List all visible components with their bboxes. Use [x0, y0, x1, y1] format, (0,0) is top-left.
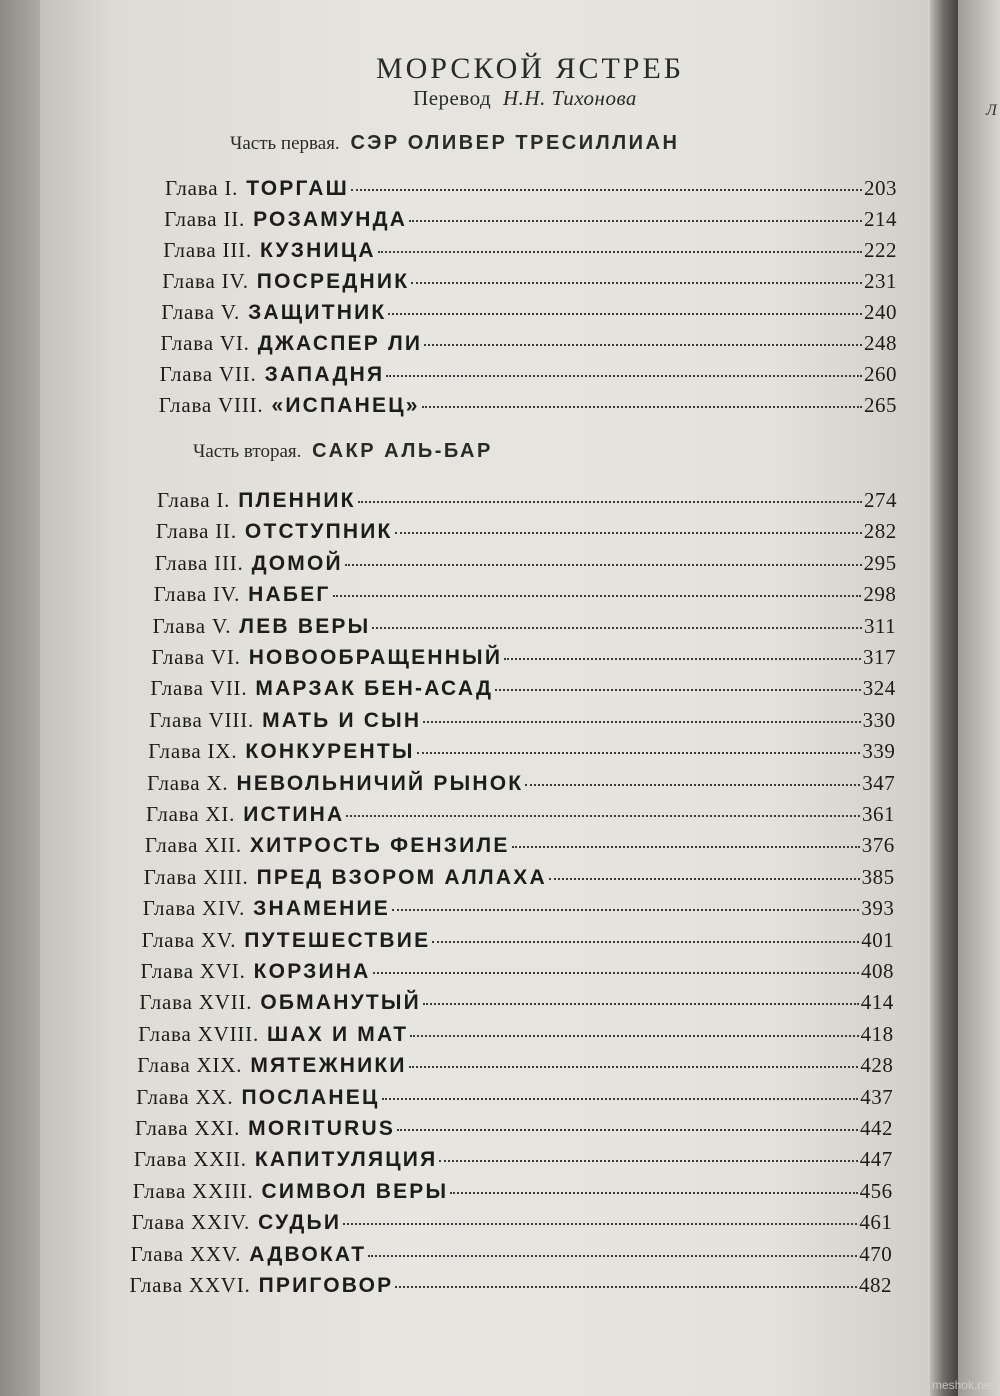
toc-row [139, 990, 893, 1020]
page-number: 401 [861, 927, 895, 952]
part-two-heading [193, 440, 493, 463]
page-number: 248 [864, 331, 897, 355]
toc-row [148, 739, 895, 769]
dot-leader [351, 189, 862, 191]
chapter-number: Глава III. [154, 550, 244, 575]
dot-leader [358, 501, 862, 503]
toc-row [132, 1210, 893, 1240]
dot-leader [395, 1286, 857, 1288]
chapter-number: Глава XXIII. [132, 1178, 254, 1203]
toc-row [143, 896, 895, 926]
chapter-title: АДВОКАТ [249, 1242, 367, 1266]
chapter-number: Глава II. [155, 519, 237, 544]
chapter-title: ПРЕД ВЗОРОМ АЛЛАХА [256, 865, 547, 889]
toc-row [150, 676, 895, 706]
page-number: 393 [861, 896, 895, 921]
chapter-title: ХИТРОСТЬ ФЕНЗИЛЕ [249, 834, 510, 858]
dot-leader [504, 658, 861, 660]
chapter-title: ШАХ И МАТ [267, 1022, 409, 1046]
dot-leader [372, 627, 862, 629]
chapter-title: МАРЗАК БЕН-АСАД [255, 677, 494, 701]
chapter-number: Глава XXVI. [129, 1273, 251, 1297]
chapter-title: ПУТЕШЕСТВИЕ [244, 928, 431, 952]
chapter-number: Глава VI. [151, 645, 241, 669]
page-number: 265 [863, 393, 897, 417]
adjacent-page-text: Л [986, 102, 998, 119]
chapter-number: Глава IX. [148, 739, 238, 764]
page-number: 414 [860, 990, 894, 1015]
dot-leader [346, 815, 860, 817]
page-number: 361 [862, 802, 895, 826]
chapter-title: РОЗАМУНДА [253, 208, 408, 231]
chapter-title: МЯТЕЖНИКИ [250, 1054, 407, 1078]
dot-leader [345, 564, 862, 566]
chapter-title: ЗАЩИТНИК [248, 301, 387, 324]
toc-row [160, 362, 897, 392]
chapter-number: Глава IV. [162, 269, 249, 293]
page-number: 482 [859, 1273, 892, 1297]
part-two-name: САКР АЛЬ-БАР [312, 440, 493, 462]
page-number: 461 [859, 1210, 893, 1235]
page-number: 408 [861, 959, 894, 983]
chapter-number: Глава XIV. [142, 896, 246, 921]
chapter-title: МАТЬ И СЫН [262, 708, 422, 732]
chapter-number: Глава VII. [150, 676, 248, 701]
chapter-title: ДЖАСПЕР ЛИ [257, 332, 423, 355]
dot-leader [549, 878, 860, 880]
chapter-number: Глава VI. [160, 331, 250, 355]
dot-leader [388, 313, 862, 315]
chapter-title: «ИСПАНЕЦ» [271, 394, 420, 417]
chapter-number: Глава V. [161, 300, 241, 324]
dot-leader [495, 689, 861, 691]
chapter-number: Глава XXII. [133, 1147, 247, 1172]
dot-leader [343, 1223, 857, 1225]
chapter-title: СИМВОЛ ВЕРЫ [261, 1179, 449, 1203]
toc-row [146, 802, 895, 832]
translator-prefix: Перевод [413, 86, 492, 110]
dot-leader [392, 909, 859, 911]
watermark: meshok.net [931, 1378, 994, 1392]
toc-row [161, 331, 898, 361]
page-number: 324 [862, 676, 896, 701]
chapter-number: Глава XV. [141, 927, 237, 952]
toc-row [159, 393, 897, 423]
dot-leader [417, 752, 861, 754]
toc-row [131, 1242, 893, 1272]
toc-row [144, 865, 895, 895]
toc-row [155, 551, 897, 581]
chapter-title: ИСТИНА [243, 803, 345, 826]
translator-name: Н.Н. Тихонова [502, 86, 637, 110]
toc-row [136, 1085, 893, 1115]
book-gutter [930, 0, 960, 1396]
chapter-title: ОБМАНУТЫЙ [260, 991, 421, 1015]
toc-row [145, 833, 895, 863]
chapter-number: Глава I. [165, 176, 239, 200]
page-number: 317 [863, 645, 896, 669]
part-one-name: СЭР ОЛИВЕР ТРЕСИЛЛИАН [350, 132, 680, 154]
dot-leader [422, 406, 862, 408]
dot-leader [450, 1192, 857, 1194]
dot-leader [397, 1129, 858, 1131]
chapter-number: Глава VIII. [149, 707, 255, 732]
chapter-number: Глава V. [152, 613, 232, 638]
chapter-title: СУДЬИ [258, 1211, 342, 1235]
chapter-number: Глава IV. [153, 582, 241, 607]
page-number: 339 [862, 739, 896, 764]
toc-row [138, 1022, 893, 1052]
page-number: 347 [862, 770, 896, 795]
chapter-title: НЕВОЛЬНИЧИЙ РЫНОК [236, 771, 524, 795]
dot-leader [423, 721, 860, 723]
toc-row [135, 1116, 893, 1146]
page-number: 282 [863, 519, 897, 544]
page-number: 203 [864, 176, 897, 200]
part-two-label: Часть вторая. [193, 441, 302, 462]
dot-leader [373, 972, 859, 974]
chapter-number: Глава I. [157, 488, 231, 512]
chapter-number: Глава XVI. [140, 959, 246, 983]
chapter-number: Глава II. [164, 207, 246, 231]
toc-row [162, 269, 897, 299]
toc-row [154, 582, 897, 612]
chapter-title: ЗАПАДНЯ [264, 363, 385, 386]
chapter-title: ПОСЛАНЕЦ [241, 1085, 380, 1109]
toc-row [165, 176, 897, 206]
toc-row [164, 207, 897, 237]
dot-leader [409, 220, 862, 222]
dot-leader [525, 784, 860, 786]
chapter-title: ЛЕВ ВЕРЫ [239, 614, 371, 638]
dot-leader [423, 1003, 859, 1005]
dot-leader [333, 595, 862, 597]
chapter-title: НАБЕГ [248, 583, 331, 607]
chapter-number: Глава VIII. [158, 393, 264, 417]
chapter-number: Глава XIX. [137, 1053, 243, 1078]
chapter-title: ЗНАМЕНИЕ [253, 897, 390, 921]
page-number: 418 [860, 1021, 894, 1046]
chapter-number: Глава X. [147, 770, 229, 795]
dot-leader [424, 344, 862, 346]
chapter-number: Глава XII. [144, 833, 242, 858]
toc-row [141, 959, 895, 989]
toc-row [130, 1273, 893, 1303]
toc-row [163, 238, 897, 268]
chapter-number: Глава XI. [146, 802, 236, 826]
toc-row [153, 614, 897, 644]
dot-leader [432, 941, 859, 943]
toc-row [133, 1179, 893, 1209]
chapter-number: Глава III. [163, 238, 252, 262]
translator-line [0, 86, 1000, 111]
dot-leader [378, 251, 862, 253]
chapter-title: ПРИГОВОР [258, 1274, 394, 1297]
chapter-number: Глава XXI. [135, 1116, 241, 1140]
page-number: 240 [863, 300, 897, 324]
chapter-title: ОТСТУПНИК [244, 520, 393, 544]
page-number: 376 [861, 833, 895, 858]
part-one-heading [230, 132, 679, 155]
chapter-title: ТОРГАШ [246, 177, 349, 200]
page-number: 456 [859, 1178, 893, 1203]
chapter-title: ПЛЕННИК [238, 489, 356, 512]
page-number: 231 [863, 269, 897, 293]
chapter-title: КОРЗИНА [253, 960, 371, 983]
page-number: 214 [863, 207, 897, 231]
chapter-number: Глава XX. [136, 1084, 234, 1109]
toc-row [142, 928, 895, 958]
dot-leader [512, 846, 860, 848]
chapter-title: ПОСРЕДНИК [256, 270, 410, 293]
chapter-number: Глава XIII. [143, 864, 249, 889]
chapter-number: Глава XXV. [130, 1241, 242, 1266]
page-number: 330 [862, 707, 896, 732]
dot-leader [411, 282, 862, 284]
dot-leader [410, 1035, 858, 1037]
part-one-label: Часть первая. [230, 133, 340, 154]
chapter-title: КОНКУРЕНТЫ [245, 740, 415, 764]
chapter-number: Глава XVII. [139, 990, 253, 1015]
dot-leader [382, 1098, 859, 1100]
chapter-number: Глава XVIII. [138, 1021, 260, 1046]
chapter-title: КАПИТУЛЯЦИЯ [254, 1148, 438, 1172]
page-number: 311 [863, 613, 897, 638]
chapter-number: Глава VII. [159, 362, 257, 386]
page-number: 298 [863, 582, 897, 607]
chapter-title: НОВООБРАЩЕННЫЙ [248, 646, 503, 669]
dot-leader [386, 375, 862, 377]
dot-leader [439, 1160, 857, 1162]
page-number: 470 [859, 1241, 893, 1266]
toc-row [147, 771, 895, 801]
toc-row [157, 488, 897, 518]
chapter-title: ДОМОЙ [251, 551, 343, 575]
toc-row [152, 645, 897, 675]
adjacent-page-edge [958, 0, 1000, 1396]
dot-leader [395, 532, 862, 534]
toc-row [156, 519, 897, 549]
page-number: 295 [863, 550, 897, 575]
page-number: 385 [861, 864, 895, 889]
chapter-title: MORITURUS [248, 1117, 396, 1140]
toc-row [134, 1147, 893, 1177]
page-number: 437 [860, 1084, 894, 1109]
page-number: 447 [859, 1147, 893, 1172]
book-title: МОРСКОЙ ЯСТРЕБ [375, 52, 685, 85]
page-number: 274 [864, 488, 897, 512]
toc-row [149, 708, 895, 738]
chapter-number: Глава XXIV. [131, 1210, 251, 1235]
toc-row [161, 300, 897, 330]
dot-leader [409, 1066, 859, 1068]
page-number: 442 [860, 1116, 893, 1140]
toc-row [137, 1053, 893, 1083]
page-number: 260 [863, 362, 897, 386]
dot-leader [368, 1255, 857, 1257]
chapter-title: КУЗНИЦА [260, 239, 376, 262]
page-number: 222 [863, 238, 897, 262]
page-number: 428 [860, 1053, 894, 1078]
